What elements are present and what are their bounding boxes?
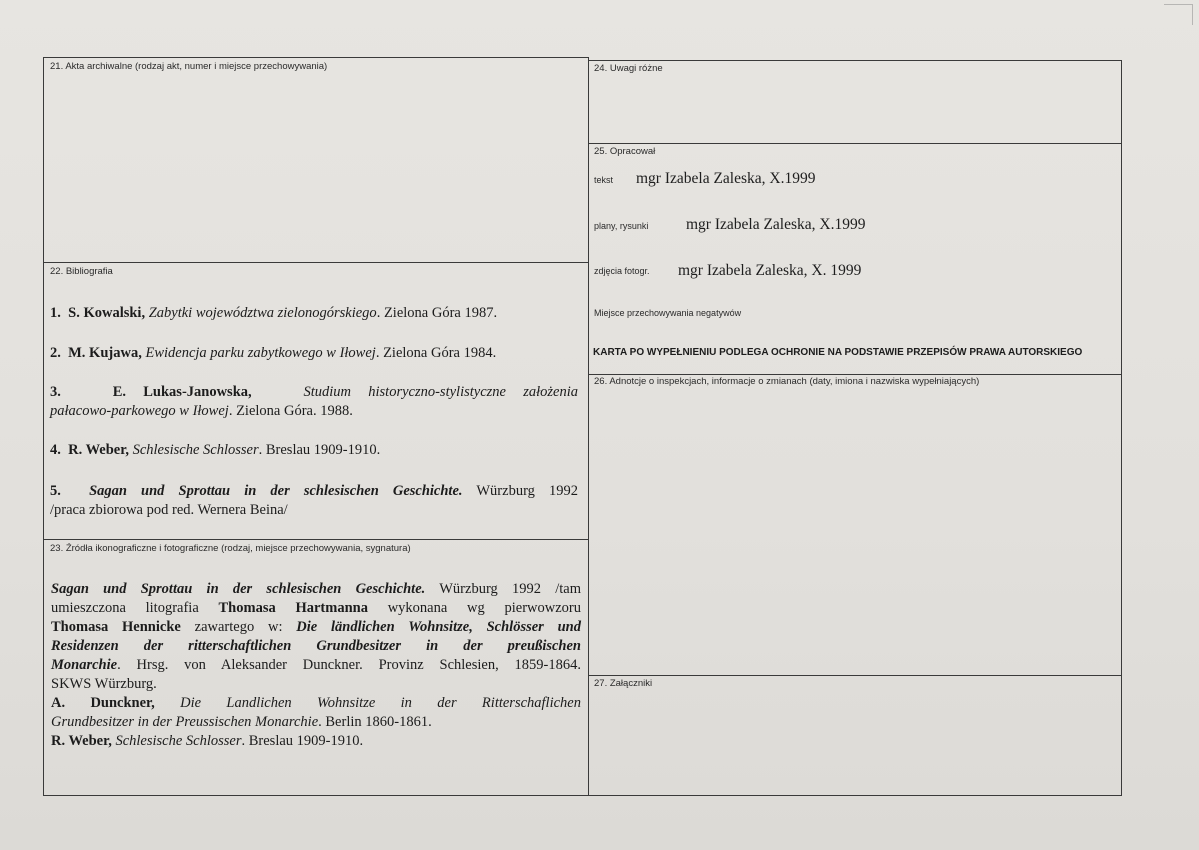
bibliography-item-4: 4. R. Weber, Schlesische Schlosser. Breslau 1909-1910. xyxy=(50,442,381,458)
iconographic-sources-text: Sagan und Sprottau in der schlesischen Geschichte. Würzburg 1992 /tam umieszczona litografia Thomasa Hartmanna wykonana wg pierwowzoru Thomasa Hennicke zawartego w: Die ländlichen Wohnsitze, Schlösser und Residenzen der ritterschaftlichen Grundbesitzer in der preußischen Monarchie. Hrsg. von Aleksander Dunckner. Provinz Schlesien, 1859-1864. SKWS Würzburg. A. Dunckner, Die Landlichen Wohnsitze in der Ritterschaflichen Grundbesitzer in der Preussischen Monarchie. Berlin 1860-1861. R. Weber, Schlesische Schlosser. Breslau 1909-1910. xyxy=(51,581,581,749)
section-21-label: 21. Akta archiwalne (rodzaj akt, numer i miejsce przechowywania) xyxy=(50,61,328,72)
section-26-label: 26. Adnotcje o inspekcjach, informacje o zmianach (daty, imiona i nazwiska wypełniających) xyxy=(594,376,980,387)
page-corner-mark xyxy=(1164,4,1193,25)
section-24-label: 24. Uwagi różne xyxy=(594,63,663,74)
section-23-label: 23. Źródła ikonograficzne i fotograficzne (rodzaj, miejsce przechowywania, sygnatura) xyxy=(50,543,411,554)
bibliography-item-3: 3. E. Lukas-Janowska, Studium historyczno-stylistyczne założenia pałacowo-parkowego w Iłowej. Zielona Góra. 1988. xyxy=(50,384,579,419)
bibliography-item-5: 5. Sagan und Sprottau in der schlesischen Geschichte. Würzburg 1992 /praca zbiorowa pod red. Wernera Beina/ xyxy=(50,483,578,518)
section-21-box xyxy=(43,57,589,263)
zdjecia-value: mgr Izabela Zaleska, X. 1999 xyxy=(678,262,862,279)
bibliography-item-2: 2. M. Kujawa, Ewidencja parku zabytkowego w Iłowej. Zielona Góra 1984. xyxy=(50,345,497,361)
zdjecia-label: zdjęcia fotogr. xyxy=(594,266,650,276)
plany-label: plany, rysunki xyxy=(594,221,649,231)
negatywy-label: Miejsce przechowywania negatywów xyxy=(594,308,742,318)
plany-value: mgr Izabela Zaleska, X.1999 xyxy=(686,216,866,233)
section-24-box xyxy=(588,60,1122,144)
tekst-label: tekst xyxy=(594,175,614,185)
section-25-label: 25. Opracował xyxy=(594,146,656,157)
bibliography-item-1: 1. S. Kowalski, Zabytki województwa zielonogórskiego. Zielona Góra 1987. xyxy=(50,305,498,321)
section-27-label: 27. Załączniki xyxy=(594,678,653,689)
section-27-box xyxy=(588,675,1122,796)
copyright-warning: KARTA PO WYPEŁNIENIU PODLEGA OCHRONIE NA PODSTAWIE PRZEPISÓW PRAWA AUTORSKIEGO xyxy=(593,347,1083,358)
section-26-box xyxy=(588,374,1122,676)
tekst-value: mgr Izabela Zaleska, X.1999 xyxy=(636,170,816,187)
section-22-label: 22. Bibliografia xyxy=(50,266,113,277)
